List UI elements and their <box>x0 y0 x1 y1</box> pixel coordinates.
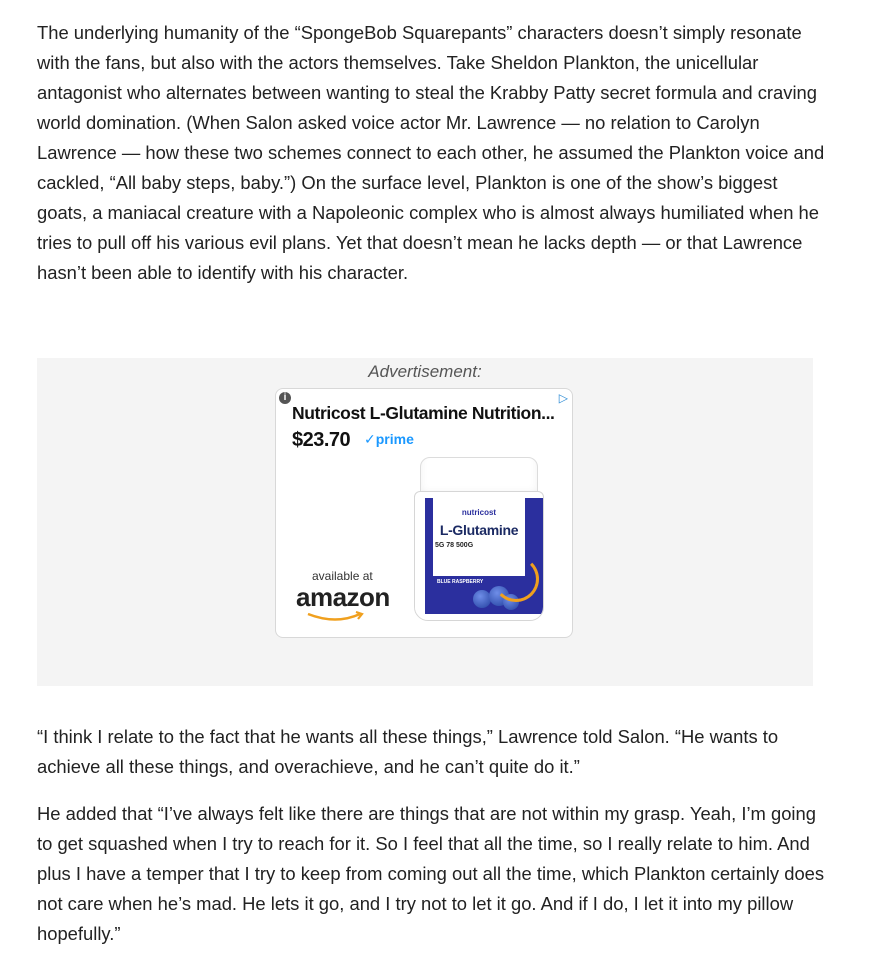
product-title-link[interactable]: Nutricost L-Glutamine Nutrition... <box>292 403 555 423</box>
jar-product-name: L-Glutamine <box>439 522 519 538</box>
product-jar-image[interactable] <box>414 457 542 625</box>
available-at-text: available at <box>312 569 373 583</box>
amazon-logo[interactable]: amazon <box>296 582 390 612</box>
info-icon[interactable]: i <box>279 392 291 404</box>
advertisement-container <box>37 358 813 686</box>
jar-brand: nutricost <box>461 508 497 517</box>
adchoices-icon[interactable]: ▷ <box>558 391 568 405</box>
jar-stats: 5G 78 500G <box>435 542 474 549</box>
jar-body <box>414 491 544 621</box>
product-price: $23.70 <box>292 429 351 451</box>
jar-flavor: BLUE RASPBERRY <box>437 579 484 585</box>
jar-accent-swoosh <box>493 556 539 602</box>
prime-badge: ✓prime <box>364 431 414 447</box>
article-paragraph-3: He added that “I’ve always felt like there are things that are not within my grasp. Yeah, I’m going to get squashed when I try to reach for it. So I feel that all the time, so I really relate to him. And plus I have a temper that I try to keep from coming out all the time, which Plankton certainly does not care when he’s mad. He lets it go, and I try not to let it go. And if I do, I let it into my pillow hopefully.” <box>37 803 825 944</box>
advertisement-label: Advertisement: <box>368 362 482 381</box>
amazon-smile-icon <box>306 611 366 623</box>
article-paragraph-1: The underlying humanity of the “SpongeBob Squarepants” characters doesn’t simply resonate with the fans, but also with the actors themselves. Take Sheldon Plankton, the unicellular antagonist who alternates between wanting to steal the Krabby Patty secret formula and craving world domination. (When Salon asked voice actor Mr. Lawrence — no relation to Carolyn Lawrence — how these two schemes connect to each other, he assumed the Plankton voice and cackled, “All baby steps, baby.”) On the surface level, Plankton is one of the show’s biggest goats, a maniacal creature with a Napoleonic complex who is almost always humiliated when he tries to pull off his various evil plans. Yet that doesn’t mean he lacks depth — or that Lawrence hasn’t been able to identify with his character. <box>37 22 825 283</box>
amazon-ad-card[interactable] <box>275 388 573 638</box>
article-paragraph-2: “I think I relate to the fact that he wants all these things,” Lawrence told Salon. “He wants to achieve all these things, and overachieve, and he can’t quite do it.” <box>37 726 779 777</box>
